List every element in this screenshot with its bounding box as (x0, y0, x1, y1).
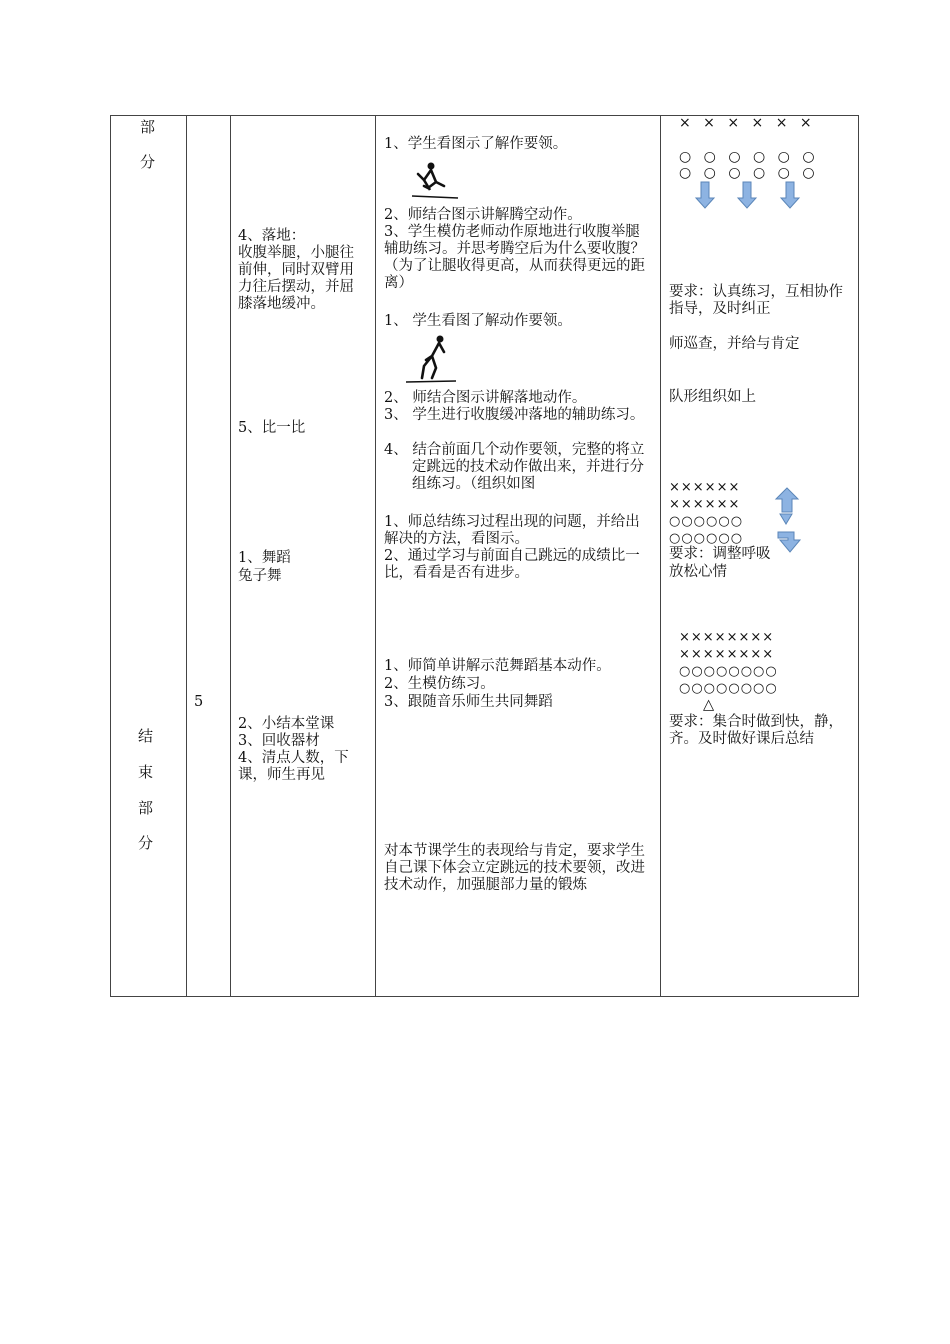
activity-text: 1、师总结练习过程出现的问题，并给出解决的方法，看图示。 (384, 514, 640, 547)
requirement-text: 要求：认真练习，互相协作指导，及时纠正 (669, 284, 843, 317)
activity-text: 1、学生看图示了解作要领。 (384, 136, 568, 152)
requirement-text: 放松心情 (669, 564, 727, 580)
end-item: 4、清点人数，下课，师生再见 (238, 750, 349, 783)
patrol-text: 师巡查，并给与肯定 (669, 336, 800, 352)
down-arrows-icon (696, 182, 806, 210)
formation-circles: ○○○○○○○○ (679, 664, 778, 679)
jump-figure-icon (406, 160, 460, 202)
formation-circles: ○ ○ ○ ○ ○ ○ (679, 149, 819, 165)
end-section-char: 结 (138, 727, 154, 745)
formation-circles: ○○○○○○○○ (679, 681, 778, 696)
column-divider (375, 116, 376, 996)
end-section-char: 分 (138, 834, 154, 852)
landing-desc: 收腹举腿，小腿往前伸，同时双臂用力往后摆动，并屈膝落地缓冲。 (238, 245, 354, 312)
activity-text: 3、学生模仿老师动作原地进行收腹举腿辅助练习。并思考腾空后为什么要收腹？（为了让腿收得更高，从而获得更远的距离） (384, 224, 645, 291)
end-item: 3、回收器材 (238, 733, 320, 749)
dance-name: 兔子舞 (238, 568, 282, 584)
end-section-char: 部 (138, 799, 154, 817)
section-char: 部 (140, 118, 156, 136)
formation-crosses: ×××××××× (679, 647, 775, 662)
section-char: 分 (140, 153, 156, 171)
end-item: 2、小结本堂课 (238, 716, 335, 732)
activity-text: 3、 学生进行收腹缓冲落地的辅助练习。 (384, 407, 645, 423)
formation-crosses: × × × × × × (679, 115, 816, 131)
formation-circles: ○ ○ ○ ○ ○ ○ (679, 165, 819, 181)
column-divider (230, 116, 231, 996)
activity-text: 2、生模仿练习。 (384, 676, 495, 692)
activity-text: 4、 结合前面几个动作要领，完整的将立定跳远的技术动作做出来，并进行分组练习。（组织如图 (384, 442, 645, 492)
activity-text: 1、师简单讲解示范舞蹈基本动作。 (384, 658, 611, 674)
activity-text: 2、通过学习与前面自己跳远的成绩比一比，看看是否有进步。 (384, 548, 640, 581)
summary-text: 对本节课学生的表现给与肯定，要求学生自己课下体会立定跳远的技术要领，改进技术动作，加强腿部力量的锻炼 (384, 843, 645, 893)
activity-text: 2、 师结合图示讲解落地动作。 (384, 390, 587, 406)
requirement-text: 要求：集合时做到快，静，齐。及时做好课后总结 (669, 714, 843, 747)
formation-note: 队形组织如上 (669, 389, 756, 405)
formation-crosses: ×××××× (669, 480, 741, 495)
formation-crosses: ×××××× (669, 497, 741, 512)
requirement-text: 要求：调整呼吸 (669, 546, 771, 562)
landing-title: 4、落地： (238, 228, 306, 244)
formation-circles: ○○○○○○ (669, 514, 744, 529)
activity-text: 1、 学生看图了解动作要领。 (384, 313, 572, 329)
landing-figure-icon (404, 334, 458, 386)
end-section-char: 束 (138, 763, 154, 781)
dance-title: 1、舞蹈 (238, 550, 291, 566)
compare-item: 5、比一比 (238, 420, 306, 436)
activity-text: 2、师结合图示讲解腾空动作。 (384, 207, 582, 223)
formation-crosses: ×××××××× (679, 630, 775, 645)
column-divider (660, 116, 661, 996)
activity-text: 3、跟随音乐师生共同舞蹈 (384, 694, 553, 710)
time-value: 5 (194, 694, 204, 710)
column-divider (186, 116, 187, 996)
formation-circles: ○○○○○○ (669, 531, 744, 546)
rotation-arrows-icon (776, 488, 806, 560)
teacher-marker: △ (703, 697, 715, 713)
